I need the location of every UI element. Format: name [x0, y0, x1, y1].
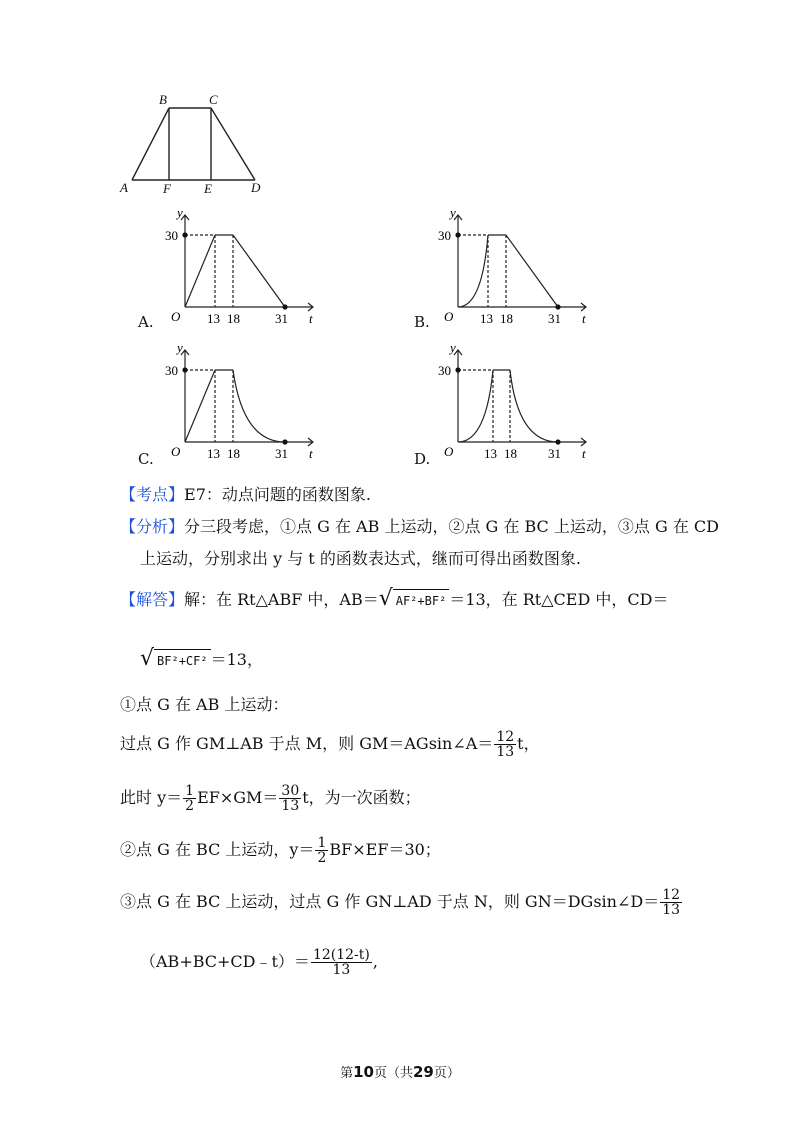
y-point — [455, 367, 460, 372]
t-tick-18: 18 — [504, 446, 517, 461]
label-a: A — [120, 180, 128, 195]
origin-label: O — [171, 444, 181, 459]
jieda-line-1 — [120, 588, 668, 612]
sqrt-cd: BF²+CF² — [154, 649, 211, 672]
step-6-text: （AB+BC+CD﹣t）＝ — [140, 952, 310, 971]
step-2-tail: t， — [517, 734, 540, 753]
step-4 — [120, 836, 441, 865]
step-6-tail: , — [372, 952, 378, 971]
graph-svg — [436, 205, 596, 335]
label-d: D — [251, 180, 261, 195]
y-tick: 30 — [165, 228, 178, 243]
kaodian-tag: 【考点】 — [120, 485, 185, 504]
step-3-tail: t，为一次函数； — [302, 788, 421, 807]
t-tick-31: 31 — [548, 446, 561, 461]
fraction: $\frac{1}{2}$ — [317, 835, 327, 866]
t-point — [282, 439, 287, 444]
graph-svg — [163, 340, 323, 470]
step-3-mid: EF×GM＝ — [197, 788, 279, 807]
sqrt-icon: √ — [140, 646, 155, 671]
step-1: ①点 G 在 AB 上运动： — [120, 695, 289, 714]
graph-option-c — [138, 340, 318, 470]
t-tick-13: 13 — [207, 311, 220, 326]
fenxi-text-1: 分三段考虑，①点 G 在 AB 上运动，②点 G 在 BC 上运动，③点 G 在 CD — [184, 517, 719, 536]
jieda-l1a: 解：在 Rt△ABF 中，AB＝ — [184, 590, 379, 609]
option-label: A. — [138, 313, 154, 331]
t-tick-13: 13 — [480, 311, 493, 326]
y-tick: 30 — [438, 363, 451, 378]
y-axis-label: y — [177, 340, 183, 355]
graph-option-d — [414, 340, 594, 470]
origin-label: O — [444, 309, 454, 324]
fraction: $\frac{12}{13}$ — [662, 887, 681, 918]
y-axis-label: y — [177, 205, 183, 220]
t-point — [555, 304, 560, 309]
label-c: C — [209, 92, 218, 107]
label-e: E — [204, 181, 212, 196]
origin-label: O — [171, 309, 181, 324]
fraction: $\frac{30}{13}$ — [281, 783, 300, 814]
graph-option-a — [138, 205, 318, 335]
trapezoid-figure — [115, 90, 275, 198]
sqrt-ab: AF²+BF² — [393, 589, 450, 612]
step-6 — [140, 948, 378, 977]
kaodian-line — [120, 484, 371, 506]
step-3 — [120, 784, 421, 813]
y-point — [455, 232, 460, 237]
graph-option-b — [414, 205, 594, 335]
t-point — [282, 304, 287, 309]
t-point — [555, 439, 560, 444]
fenxi-line-2: 上运动，分别求出 y 与 t 的函数表达式，继而可得出函数图象. — [140, 549, 581, 568]
page-number: 10 — [353, 1063, 374, 1081]
jieda-tag: 【解答】 — [120, 590, 185, 609]
t-tick-31: 31 — [275, 311, 288, 326]
t-axis-label: t — [309, 446, 313, 461]
page-footer: 第10页（共29页） — [340, 1063, 460, 1081]
y-tick: 30 — [438, 228, 451, 243]
t-tick-31: 31 — [275, 446, 288, 461]
t-tick-18: 18 — [227, 446, 240, 461]
step-5 — [120, 888, 683, 917]
t-tick-31: 31 — [548, 311, 561, 326]
step-2-text: 过点 G 作 GM⊥AB 于点 M，则 GM＝AGsin∠A＝ — [120, 734, 494, 753]
label-b: B — [159, 92, 167, 107]
jieda-l1b: ＝13，在 Rt△CED 中，CD＝ — [449, 590, 669, 609]
y-axis-label: y — [450, 340, 456, 355]
fenxi-line-1 — [120, 516, 719, 538]
y-axis-label: y — [450, 205, 456, 220]
jieda-line-2 — [140, 648, 263, 672]
page-total: 29 — [413, 1063, 434, 1081]
step-3-text: 此时 y＝ — [120, 788, 183, 807]
step-2 — [120, 730, 540, 759]
t-tick-13: 13 — [207, 446, 220, 461]
jieda-l2b: ＝13， — [210, 650, 263, 669]
t-tick-18: 18 — [500, 311, 513, 326]
t-tick-13: 13 — [484, 446, 497, 461]
y-point — [182, 367, 187, 372]
graph-svg — [436, 340, 596, 470]
step-4-tail: BF×EF＝30； — [329, 840, 441, 859]
option-label: C. — [138, 450, 154, 468]
step-4-text: ②点 G 在 BC 上运动，y＝ — [120, 840, 315, 859]
y-tick: 30 — [165, 363, 178, 378]
sqrt-icon: √ — [378, 586, 393, 611]
fraction: $\frac{1}{2}$ — [185, 783, 195, 814]
fenxi-tag: 【分析】 — [120, 517, 185, 536]
step-5-text: ③点 G 在 BC 上运动，过点 G 作 GN⊥AD 于点 N，则 GN＝DGsin∠D＝ — [120, 892, 660, 911]
origin-label: O — [444, 444, 454, 459]
fraction: $\frac{12}{13}$ — [496, 729, 515, 760]
option-label: B. — [414, 313, 430, 331]
option-label: D. — [414, 450, 431, 468]
t-tick-18: 18 — [227, 311, 240, 326]
label-f: F — [163, 181, 171, 196]
graph-svg — [163, 205, 323, 335]
t-axis-label: t — [582, 311, 586, 326]
y-point — [182, 232, 187, 237]
fraction: $\frac{12(12-t)}{13}$ — [312, 947, 370, 978]
t-axis-label: t — [309, 311, 313, 326]
kaodian-text: E7：动点问题的函数图象. — [184, 485, 371, 504]
t-axis-label: t — [582, 446, 586, 461]
